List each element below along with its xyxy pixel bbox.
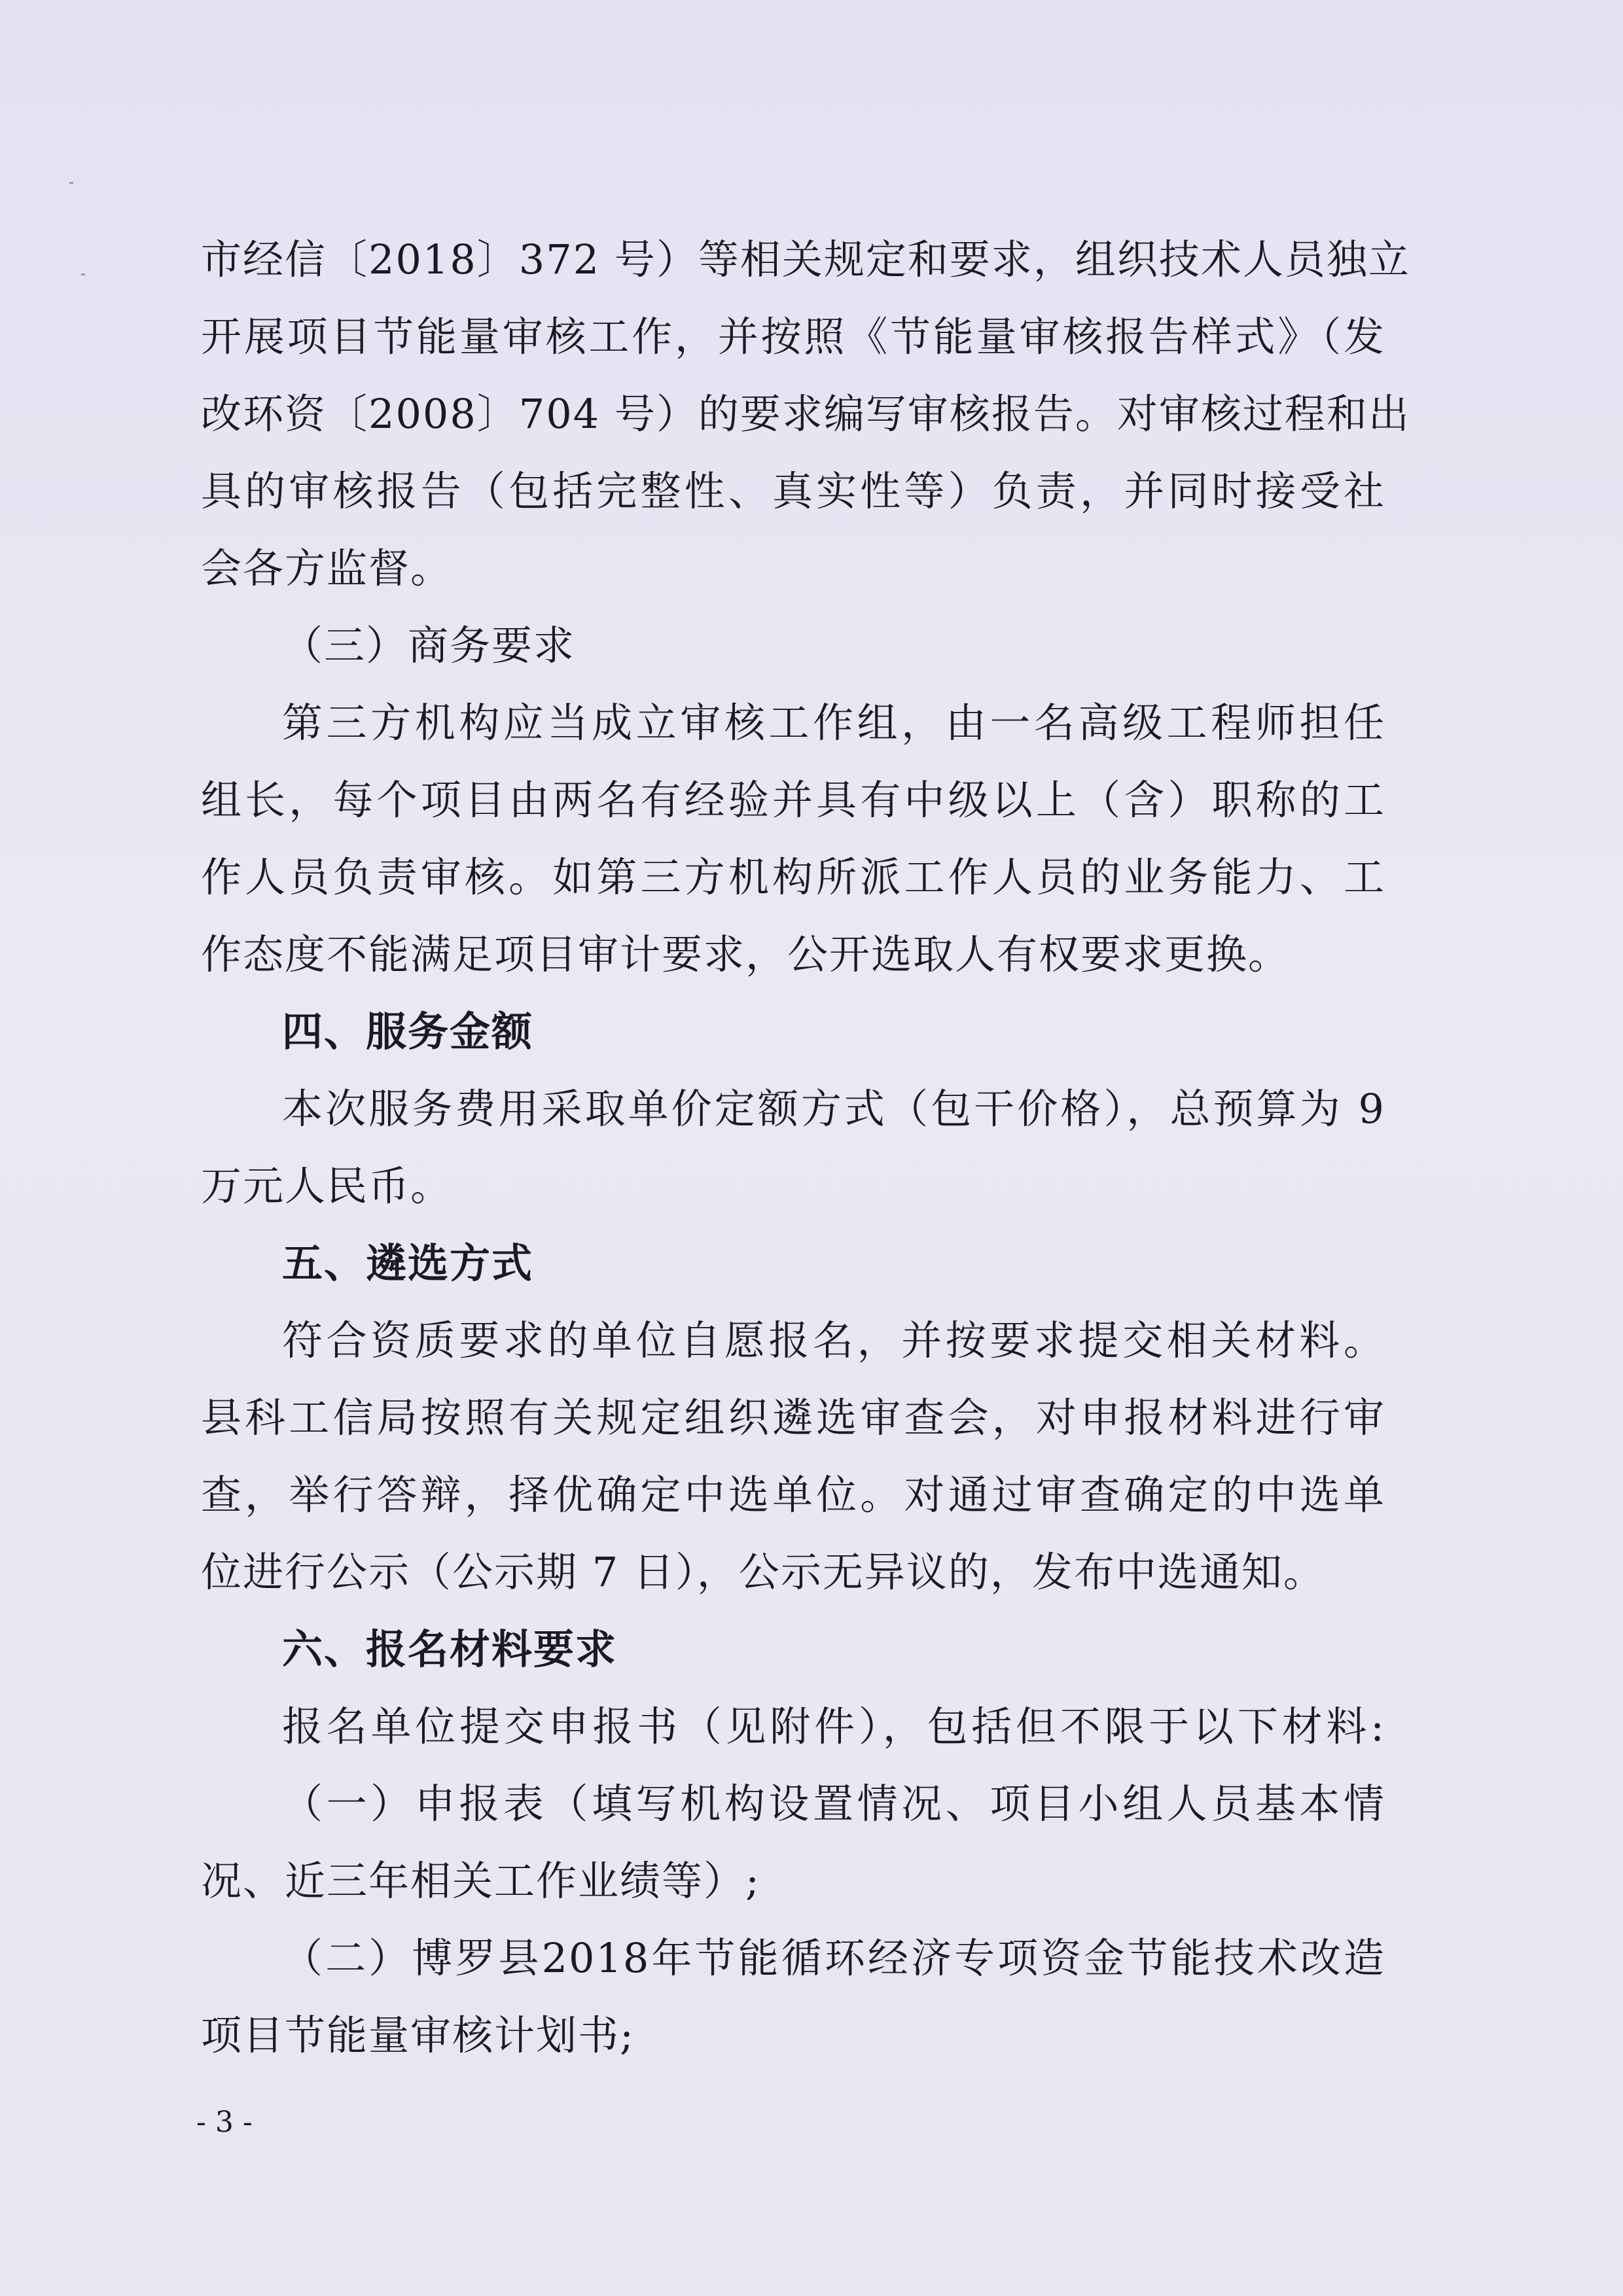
body-line: 万元人民币。 (201, 1162, 453, 1210)
body-line: 第三方机构应当成立审核工作组，由一名高级工程师担任 (282, 699, 1385, 747)
body-line: 县科工信局按照有关规定组织遴选审查会，对申报材料进行审 (201, 1394, 1385, 1441)
body-line: 符合资质要求的单位自愿报名，并按要求提交相关材料。 (282, 1316, 1385, 1364)
body-line: 改环资〔2008〕704 号）的要求编写审核报告。对审核过程和出 (201, 390, 1410, 438)
section-heading: 五、遴选方式 (282, 1239, 534, 1287)
scan-speck (81, 274, 85, 275)
body-line: 查，举行答辩，择优确定中选单位。对通过审查确定的中选单 (201, 1471, 1385, 1519)
body-line: 报名单位提交申报书（见附件），包括但不限于以下材料: (282, 1703, 1385, 1750)
body-line: 组长，每个项目由两名有经验并具有中级以上（含）职称的工 (201, 776, 1385, 824)
body-line: （二）博罗县2018年节能循环经济专项资金节能技术改造 (282, 1934, 1385, 1982)
body-line: 作人员负责审核。如第三方机构所派工作人员的业务能力、工 (201, 853, 1385, 901)
body-line: （一）申报表（填写机构设置情况、项目小组人员基本情 (282, 1780, 1385, 1828)
body-line: 本次服务费用采取单价定额方式（包干价格），总预算为 9 (282, 1085, 1385, 1133)
body-line: 开展项目节能量审核工作，并按照《节能量审核报告样式》（发 (201, 313, 1385, 361)
body-line: 位进行公示（公示期 7 日），公示无异议的，发布中选通知。 (201, 1548, 1325, 1596)
section-heading: 六、报名材料要求 (282, 1625, 618, 1673)
body-line: 具的审核报告（包括完整性、真实性等）负责，并同时接受社 (201, 467, 1385, 515)
body-line: 项目节能量审核计划书; (201, 2011, 635, 2059)
body-line: 市经信〔2018〕372 号）等相关规定和要求，组织技术人员独立 (201, 236, 1410, 283)
section-heading: 四、服务金额 (282, 1008, 534, 1055)
body-line: 况、近三年相关工作业绩等）; (201, 1857, 760, 1905)
scan-speck (69, 182, 73, 184)
subsection-heading: （三）商务要求 (282, 622, 576, 669)
document-body (201, 221, 1410, 2074)
body-line: 作态度不能满足项目审计要求，公开选取人有权要求更换。 (201, 930, 1291, 978)
body-line: 会各方监督。 (201, 544, 453, 592)
page-number: - 3 - (196, 2106, 253, 2139)
